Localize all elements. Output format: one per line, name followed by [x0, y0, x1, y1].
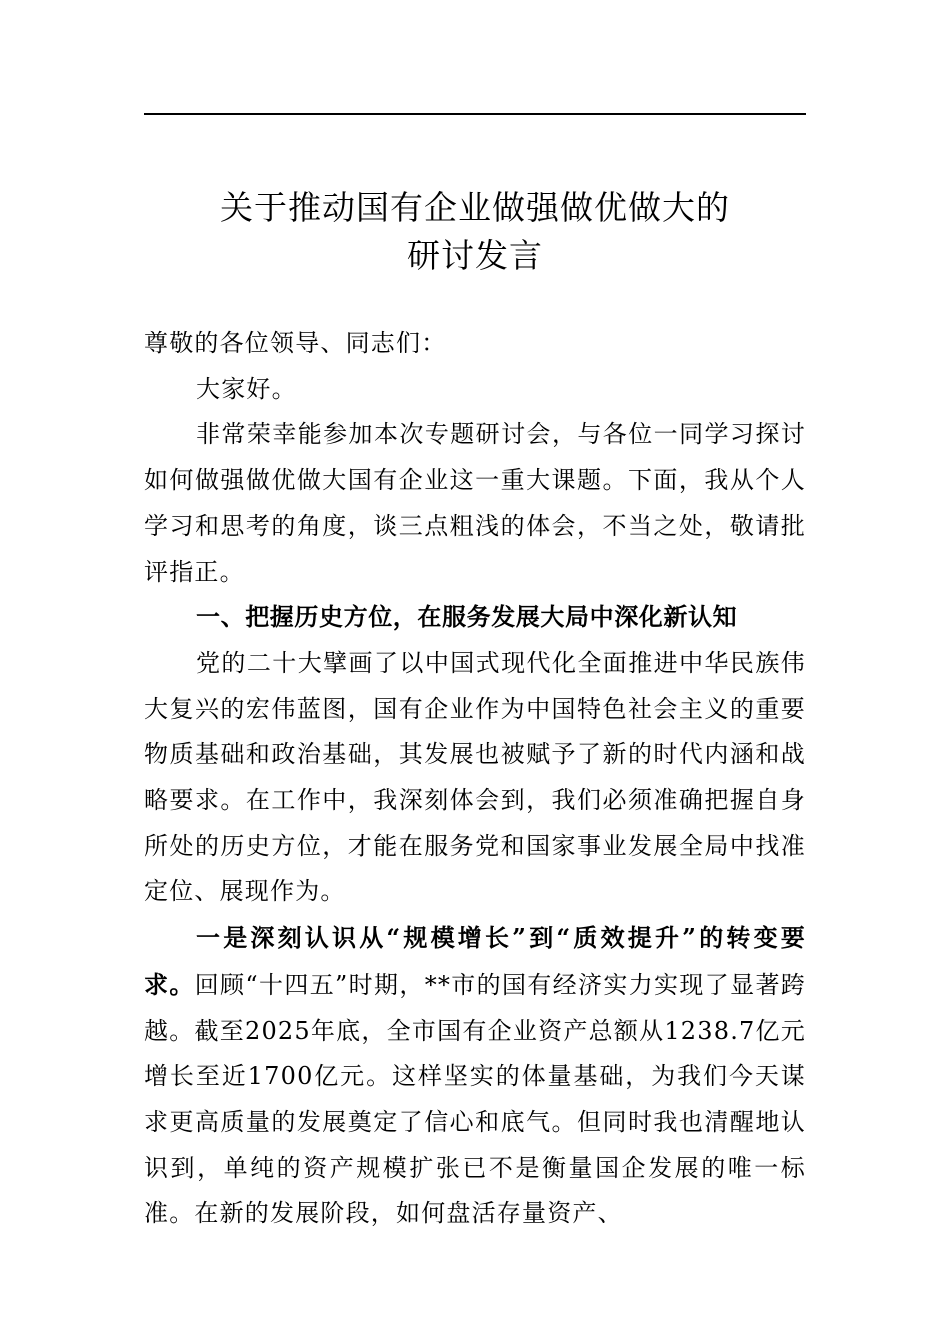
header-rule: [144, 113, 806, 115]
section-1-paragraph: 党的二十大擘画了以中国式现代化全面推进中华民族伟大复兴的宏伟蓝图，国有企业作为中国特色社会主义的重要物质基础和政治基础，其发展也被赋予了新的时代内涵和战略要求。在工作中，我深刻体会到，我们必须准确把握自身所处的历史方位，才能在服务党和国家事业发展全局中找准定位、展现作为。: [144, 648, 806, 906]
document-title: [144, 184, 806, 280]
greeting: 大家好。: [196, 374, 297, 403]
point-1-paragraph: [144, 915, 806, 1237]
section-1-heading: 一、把握历史方位，在服务发展大局中深化新认知: [196, 603, 738, 632]
intro-paragraph: 非常荣幸能参加本次专题研讨会，与各位一同学习探讨如何做强做优做大国有企业这一重大课题。下面，我从个人学习和思考的角度，谈三点粗浅的体会，不当之处，敬请批评指正。: [144, 420, 806, 586]
title-line-1: 关于推动国有企业做强做优做大的: [220, 188, 730, 227]
document-body: [144, 321, 806, 1237]
point-1-lead: 一是深刻认识从“规模增长”到“质效提升”的转变要求。: [144, 923, 806, 999]
title-line-2: 研讨发言: [407, 236, 543, 275]
salutation: 尊敬的各位领导、同志们：: [144, 329, 447, 357]
point-1-text: 回顾“十四五”时期，**市的国有经济实力实现了显著跨越。截至2025年底，全市国有企业资产总额从1238.7亿元增长至近1700亿元。这样坚实的体量基础，为我们今天谋求更高质量的发展奠定了信心和底气。但同时我也清醒地认识到，单纯的资产规模扩张已不是衡量国企发展的唯一标准。在新的发展阶段，如何盘活存量资产、: [144, 970, 806, 1228]
